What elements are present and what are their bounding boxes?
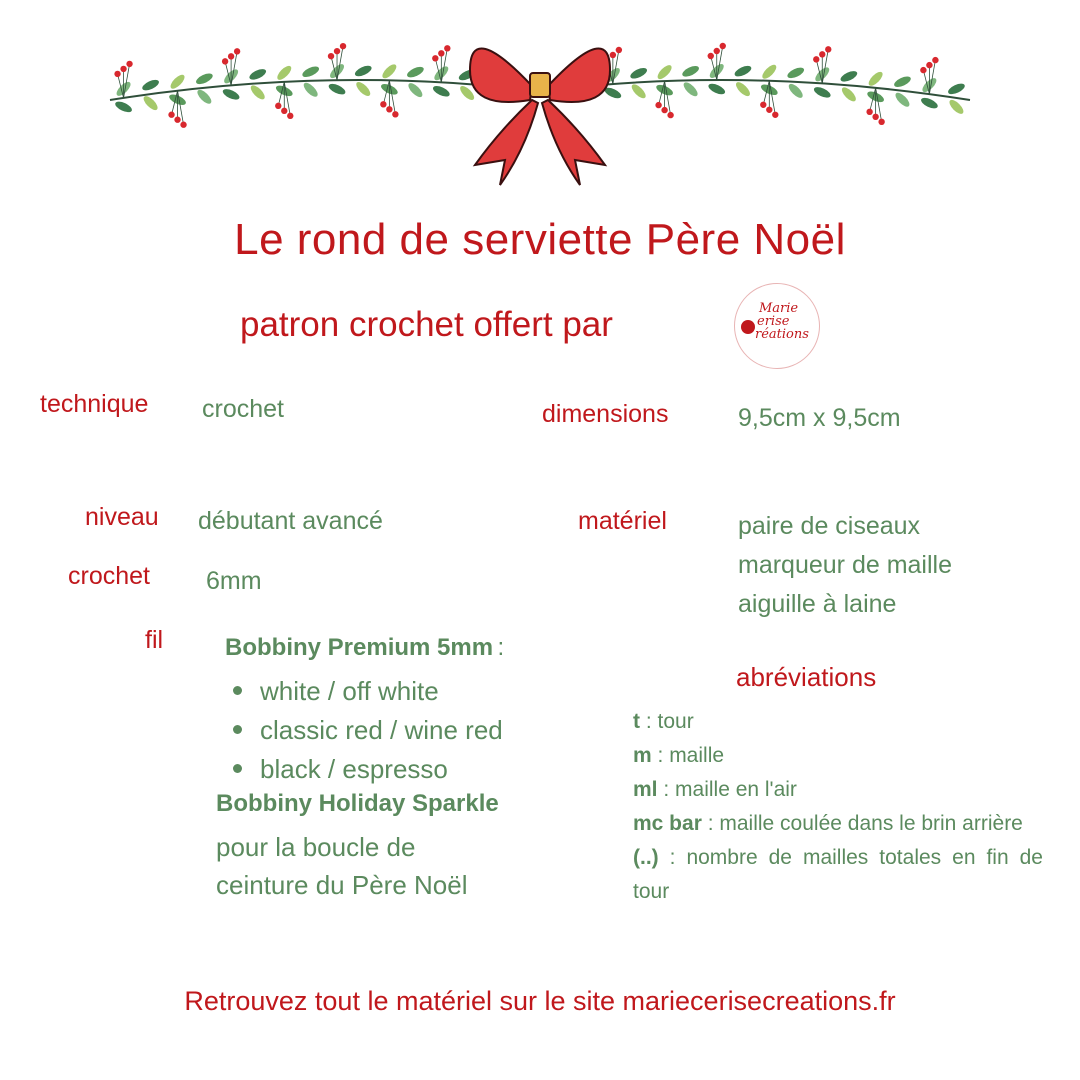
berry-icon	[222, 58, 228, 64]
berry-icon	[438, 50, 444, 56]
leaf-icon	[114, 99, 134, 114]
leaf-icon	[275, 64, 293, 82]
berry-icon	[766, 107, 772, 113]
berry-icon	[228, 53, 234, 59]
berry-icon	[825, 46, 831, 52]
materiel-item: aiguille à laine	[738, 590, 897, 618]
leaf-icon	[812, 85, 832, 100]
crochet-label: crochet	[68, 562, 150, 590]
leaf-icon	[406, 81, 424, 99]
technique-value: crochet	[202, 395, 284, 423]
leaf-icon	[707, 82, 727, 97]
leaf-icon	[406, 65, 426, 80]
abbr-item: ml : maille en l'air	[633, 778, 797, 801]
berry-icon	[340, 43, 346, 49]
berry-icon	[168, 112, 174, 118]
berry-icon	[714, 48, 720, 54]
leaf-icon	[195, 88, 213, 106]
leaf-icon	[786, 65, 806, 80]
niveau-value: débutant avancé	[198, 507, 383, 535]
red-bow	[470, 48, 610, 185]
abreviations-title: abréviations	[736, 662, 877, 692]
berry-icon	[275, 103, 281, 109]
leaf-icon	[302, 81, 320, 99]
materiel-label: matériel	[578, 507, 667, 535]
crochet-value: 6mm	[206, 567, 262, 595]
berry-icon	[819, 51, 825, 57]
materiel-item: paire de ciseaux	[738, 512, 921, 540]
technique-label: technique	[40, 390, 149, 418]
berry-icon	[667, 112, 673, 118]
berry-icon	[114, 71, 120, 77]
leaf-icon	[893, 74, 913, 89]
leaf-icon	[195, 71, 215, 86]
leaf-icon	[655, 63, 673, 81]
leaf-icon	[301, 64, 321, 79]
berry-icon	[328, 53, 334, 59]
leaf-icon	[249, 83, 267, 101]
leaf-icon	[920, 96, 940, 111]
berry-icon	[334, 48, 340, 54]
leaf-icon	[893, 91, 911, 109]
dimensions-label: dimensions	[542, 400, 669, 428]
fil-brand1-suffix: :	[497, 634, 505, 661]
berry-icon	[180, 122, 186, 128]
fil-brand1-line	[225, 634, 504, 662]
abbr-item: t : tour	[633, 710, 694, 733]
berry-icon	[866, 109, 872, 115]
berry-icon	[444, 45, 450, 51]
bullet-icon	[233, 686, 242, 695]
berry-icon	[174, 117, 180, 123]
berry-icon	[920, 67, 926, 73]
berry-icon	[932, 57, 938, 63]
berry-icon	[432, 55, 438, 61]
leaf-icon	[353, 64, 373, 79]
berry-icon	[120, 66, 126, 72]
leaf-icon	[840, 85, 858, 103]
fil-brand2-note: pour la boucle de ceinture du Père Noël	[216, 832, 468, 900]
list-item: classic red / wine red	[233, 711, 503, 750]
abreviations-list	[633, 705, 1043, 909]
list-item: white / off white	[233, 672, 503, 711]
niveau-label: niveau	[85, 503, 159, 531]
berry-icon	[772, 112, 778, 118]
bullet-icon	[233, 764, 242, 773]
abbr-item: m : maille	[633, 744, 725, 767]
materiel-list	[738, 507, 952, 624]
berry-icon	[126, 61, 132, 67]
materiel-item: marqueur de maille	[738, 551, 952, 579]
berry-icon	[878, 119, 884, 125]
berry-icon	[872, 114, 878, 120]
leaf-icon	[947, 98, 965, 116]
berry-icon	[287, 113, 293, 119]
leaf-icon	[734, 80, 752, 98]
leaf-icon	[431, 84, 451, 99]
berry-icon	[926, 62, 932, 68]
leaf-icon	[733, 64, 753, 79]
berry-icon	[281, 108, 287, 114]
page-title: Le rond de serviette Père Noël	[234, 215, 846, 264]
berry-icon	[610, 52, 616, 58]
leaf-icon	[380, 62, 398, 80]
leaf-icon	[327, 82, 347, 97]
fil-brand2: Bobbiny Holiday Sparkle	[216, 790, 499, 817]
leaf-icon	[681, 80, 699, 98]
leaf-icon	[787, 82, 805, 100]
leaf-icon	[168, 73, 186, 91]
dimensions-value: 9,5cm x 9,5cm	[738, 404, 901, 432]
leaf-icon	[141, 78, 161, 93]
fil-label: fil	[145, 626, 164, 654]
leaf-icon	[354, 80, 372, 98]
leaf-icon	[760, 63, 778, 81]
berry-icon	[616, 47, 622, 53]
berry-icon	[655, 102, 661, 108]
brand-logo: Marie erise réations	[734, 283, 820, 369]
berry-icon	[708, 53, 714, 59]
leaf-icon	[681, 64, 701, 79]
berry-icon	[720, 43, 726, 49]
leaf-icon	[141, 94, 159, 112]
fil-brand1: Bobbiny Premium 5mm	[225, 634, 494, 661]
leaf-icon	[839, 69, 859, 84]
berry-icon	[661, 107, 667, 113]
bullet-icon	[233, 725, 242, 734]
berry-icon	[380, 101, 386, 107]
berry-icon	[386, 106, 392, 112]
berry-icon	[760, 102, 766, 108]
abbr-item: (..) : nombre de mailles totales en fin de tour	[633, 846, 1043, 903]
berry-icon	[813, 56, 819, 62]
cherry-icon	[741, 320, 755, 334]
leaf-icon	[221, 87, 241, 102]
list-item: black / espresso	[233, 750, 503, 789]
berry-icon	[234, 48, 240, 54]
leaf-icon	[866, 70, 884, 88]
leaf-icon	[248, 67, 268, 82]
leaf-icon	[947, 81, 967, 96]
leaf-icon	[629, 66, 649, 81]
footer-link-text: Retrouvez tout le matériel sur le site mariecerisecreations.fr	[184, 986, 896, 1016]
leaf-icon	[629, 82, 647, 100]
subtitle: patron crochet offert par	[240, 305, 613, 344]
christmas-garland-bow	[0, 0, 1080, 200]
abbr-item: mc bar : maille coulée dans le brin arrière	[633, 812, 1023, 835]
berry-icon	[392, 111, 398, 117]
fil-colors-list	[233, 672, 503, 789]
